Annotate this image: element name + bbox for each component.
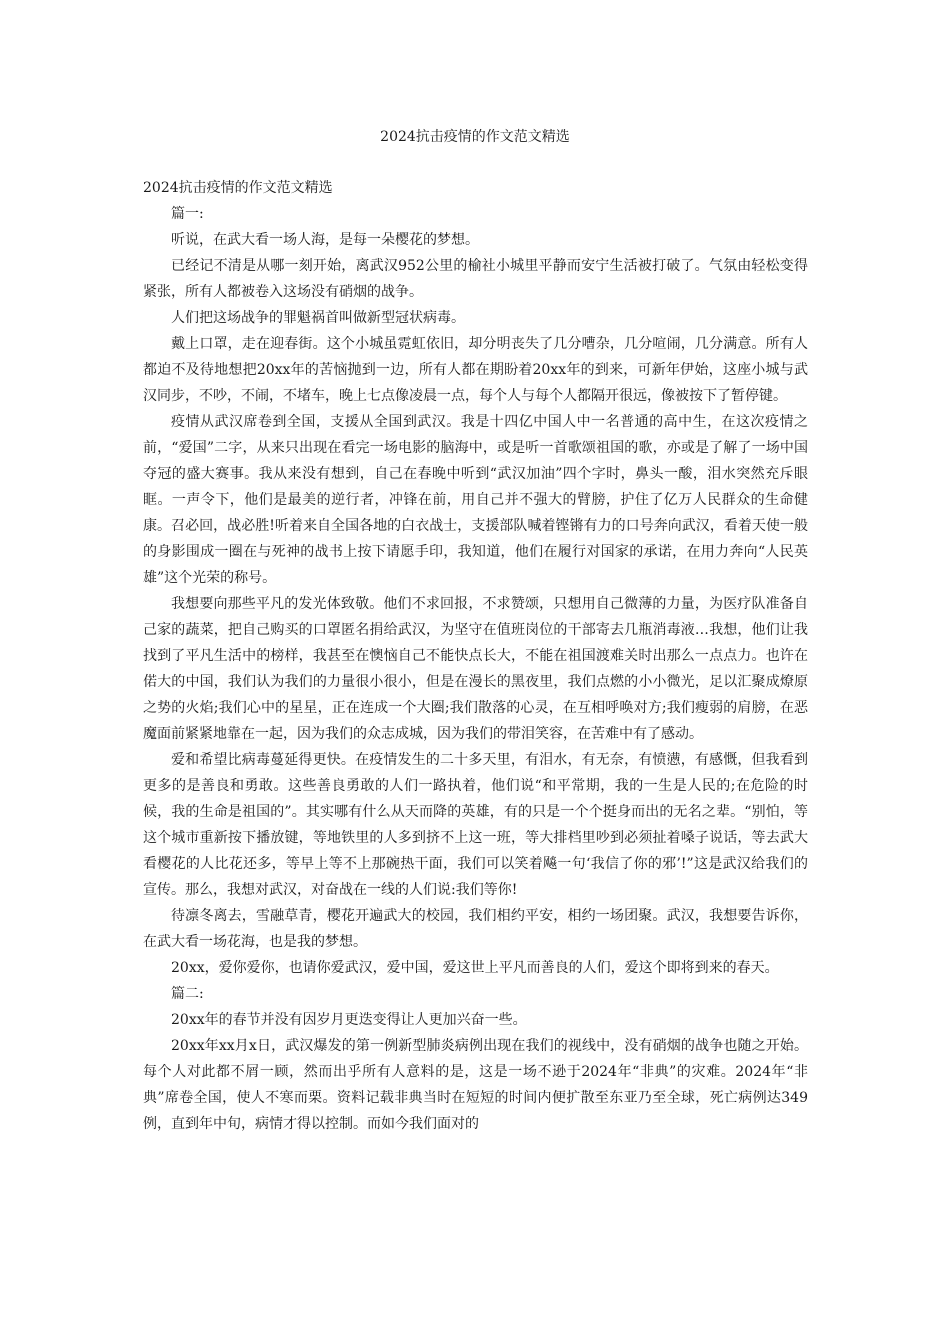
section-label-part-two: 篇二:: [171, 986, 204, 1002]
paragraph: 听说，在武大看一场人海，是每一朵樱花的梦想。: [171, 232, 479, 248]
paragraph-heading: 2024抗击疫情的作文范文精选: [143, 180, 333, 196]
section-label-part-one: 篇一:: [171, 206, 204, 222]
paragraph: 20xx年的春节并没有因岁月更迭变得让人更加兴奋一些。: [171, 1012, 527, 1028]
paragraph: 待凛冬离去，雪融草青，樱花开遍武大的校园，我们相约平安，相约一场团聚。武汉，我想要告诉你，在武大看一场花海，也是我的梦想。: [143, 908, 808, 950]
paragraph: 人们把这场战争的罪魁祸首叫做新型冠状病毒。: [171, 310, 465, 326]
paragraph: 疫情从武汉席卷到全国，支援从全国到武汉。我是十四亿中国人中一名普通的高中生，在这次疫情之前，“爱国”二字，从来只出现在看完一场电影的脑海中，或是听一首歌颂祖国的歌，亦或是了解了一场中国夺冠的盛大赛事。我从来没有想到，自己在春晚中听到“武汉加油”四个字时，鼻头一酸，泪水突然充斥眼眶。一声令下，他们是最美的逆行者，冲锋在前，用自己并不强大的臂膀，护住了亿万人民群众的生命健康。召必回，战必胜!听着来自全国各地的白衣战士，支援部队喊着铿锵有力的口号奔向武汉，看着天使一般的身影围成一圈在与死神的战书上按下请愿手印，我知道，他们在履行对国家的承诺，在用力奔向“人民英雄”这个光荣的称号。: [143, 414, 808, 586]
paragraph: 20xx年xx月x日，武汉爆发的第一例新型肺炎病例出现在我们的视线中，没有硝烟的战争也随之开始。每个人对此都不屑一顾，然而出乎所有人意料的是，这是一场不逊于2024年“非典”的灾难。2024年“非典”席卷全国，使人不寒而栗。资料记载非典当时在短短的时间内便扩散至东亚乃至全球，死亡病例达349例，直到年中旬，病情才得以控制。而如今我们面对的: [143, 1038, 808, 1132]
paragraph: 爱和希望比病毒蔓延得更快。在疫情发生的二十多天里，有泪水，有无奈，有愤懑，有感慨，但我看到更多的是善良和勇敢。这些善良勇敢的人们一路执着，他们说“和平常期，我的一生是人民的;在危险的时候，我的生命是祖国的”。其实哪有什么从天而降的英雄，有的只是一个个挺身而出的无名之辈。“别怕，等这个城市重新按下播放键，等地铁里的人多到挤不上这一班，等大排档里吵到必须扯着嗓子说话，等去武大看樱花的人比花还多，等早上等不上那碗热干面，我们可以笑着飚一句‘我信了你的邪’!”这是武汉给我们的宣传。那么，我想对武汉，对奋战在一线的人们说:我们等你!: [143, 752, 808, 898]
paragraph: 已经记不清是从哪一刻开始，离武汉952公里的榆社小城里平静而安宁生活被打破了。气氛由轻松变得紧张，所有人都被卷入这场没有硝烟的战争。: [143, 258, 808, 300]
document-title: 2024抗击疫情的作文范文精选: [380, 129, 570, 145]
paragraph: 20xx，爱你爱你，也请你爱武汉，爱中国，爱这世上平凡而善良的人们，爱这个即将到来的春天。: [171, 960, 779, 976]
document-body: [143, 175, 808, 1137]
paragraph: 我想要向那些平凡的发光体致敬。他们不求回报，不求赞颂，只想用自己微薄的力量，为医疗队准备自己家的蔬菜，把自己购买的口罩匿名捐给武汉，为坚守在值班岗位的干部寄去几瓶消毒液…我想，他们让我找到了平凡生活中的榜样，我甚至在懊恼自己不能快点长大，不能在祖国渡难关时出那么一点点力。也许在偌大的中国，我们认为我们的力量很小很小，但是在漫长的黑夜里，我们点燃的小小微光，足以汇聚成燎原之势的火焰;我们心中的星星，正在连成一个大圈;我们散落的心灵，在互相呼唤对方;我们瘦弱的肩膀，在恶魔面前紧紧地靠在一起，因为我们的众志成城，因为我们的带泪笑容，在苦难中有了感动。: [143, 596, 808, 742]
paragraph: 戴上口罩，走在迎春街。这个小城虽霓虹依旧，却分明丧失了几分嘈杂，几分喧闹，几分满意。所有人都迫不及待地想把20xx年的苦恼抛到一边，所有人都在期盼着20xx年的到来，可新年伊始，这座小城与武汉同步，不吵，不闹，不堵车，晚上七点像凌晨一点，每个人与每个人都隔开很远，像被按下了暂停键。: [143, 336, 808, 404]
